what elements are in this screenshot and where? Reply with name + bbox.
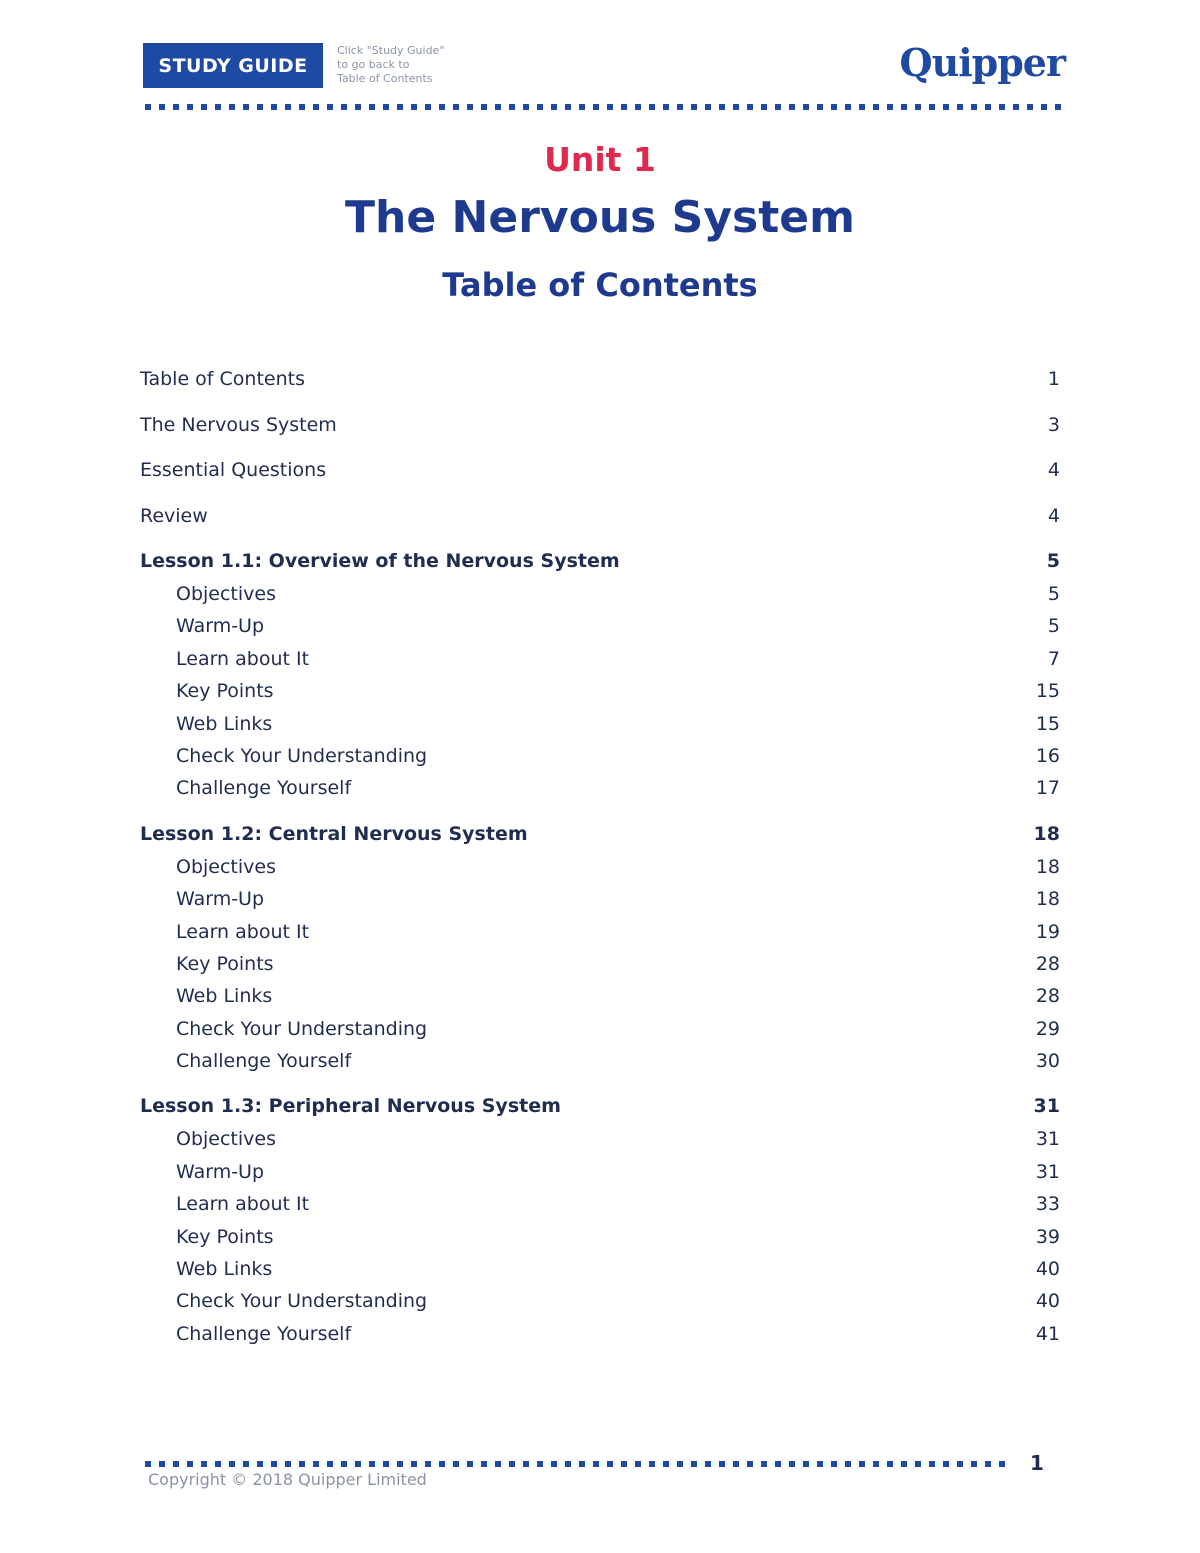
toc-entry-page: 28 [1035, 985, 1060, 1008]
toc-entry-page: 39 [1035, 1225, 1060, 1248]
toc-entry-label: Table of Contents [140, 368, 305, 390]
toc-entry[interactable] [140, 414, 1060, 460]
toc-entry-page: 15 [1035, 712, 1060, 735]
toc-subentry[interactable] [140, 745, 1060, 777]
toc-entry-label: Lesson 1.3: Peripheral Nervous System [140, 1095, 561, 1118]
toc-entry-label: Learn about It [176, 920, 310, 943]
toc-entry-label: Warm-Up [176, 615, 265, 638]
toc-entry-page: 19 [1035, 920, 1060, 943]
toc-entry-page: 5 [1046, 550, 1060, 572]
toc-entry-page: 15 [1035, 680, 1060, 703]
toc-entry-page: 30 [1035, 1050, 1060, 1073]
toc-subentry[interactable] [140, 777, 1060, 809]
toc-entry-label: Objectives [176, 583, 276, 605]
toc-entry-label: Objectives [176, 855, 276, 878]
toc-entry-page: 4 [1047, 504, 1060, 527]
toc-entry-label: Check Your Understanding [176, 1017, 428, 1040]
toc-entry-page: 1 [1047, 368, 1060, 390]
toc-entry-label: Key Points [176, 1225, 274, 1248]
toc-entry-page: 29 [1035, 1017, 1060, 1040]
toc-entry-page: 40 [1035, 1258, 1060, 1281]
hint-line: Table of Contents [337, 72, 433, 85]
toc-entry-page: 3 [1047, 413, 1060, 436]
toc-subentry[interactable] [140, 1226, 1060, 1258]
toc-entry-page: 31 [1035, 1160, 1060, 1183]
toc-subentry[interactable] [140, 713, 1060, 745]
toc-subentry[interactable] [140, 856, 1060, 888]
toc-lesson-entry[interactable] [140, 823, 1060, 856]
toc-entry-label: Review [140, 504, 208, 527]
toc-entry-page: 40 [1035, 1290, 1060, 1313]
toc-entry[interactable] [140, 505, 1060, 551]
toc-subentry[interactable] [140, 888, 1060, 920]
toc-entry-page: 33 [1035, 1193, 1060, 1216]
toc-heading: Table of Contents [442, 266, 758, 304]
toc-subentry[interactable] [140, 1323, 1060, 1355]
quipper-logo: Quipper [899, 40, 1065, 85]
toc-subentry[interactable] [140, 953, 1060, 985]
toc-entry-page: 18 [1035, 855, 1060, 878]
toc-entry-label: Web Links [176, 1258, 273, 1281]
toc-entry-label: Learn about It [176, 647, 310, 670]
toc-entry-label: Check Your Understanding [176, 744, 428, 767]
toc-entry-label: Challenge Yourself [176, 1050, 352, 1073]
toc-entry-label: Warm-Up [176, 888, 265, 911]
toc-subentry[interactable] [140, 1128, 1060, 1160]
unit-title: The Nervous System [345, 192, 855, 243]
toc-entry[interactable] [140, 368, 1060, 414]
toc-entry-label: Check Your Understanding [176, 1290, 428, 1313]
toc-subentry[interactable] [140, 985, 1060, 1017]
unit-label: Unit 1 [544, 140, 656, 179]
hint-line: Click "Study Guide" [337, 44, 445, 57]
toc-entry-page: 31 [1033, 1095, 1060, 1118]
toc-entry-page: 41 [1035, 1322, 1060, 1345]
toc-subentry[interactable] [140, 1161, 1060, 1193]
toc-subentry[interactable] [140, 615, 1060, 647]
toc-entry-label: Essential Questions [140, 459, 327, 481]
toc-entry-page: 18 [1033, 822, 1060, 845]
toc-subentry[interactable] [140, 921, 1060, 953]
toc-subentry[interactable] [140, 1018, 1060, 1050]
toc-entry-label: Learn about It [176, 1193, 310, 1216]
toc-subentry[interactable] [140, 1258, 1060, 1290]
toc-entry-label: Challenge Yourself [176, 1322, 352, 1345]
toc-entry-page: 5 [1047, 615, 1060, 638]
footer-dotted-divider [145, 1461, 1005, 1467]
toc-entry-label: Key Points [176, 952, 274, 975]
toc-entry-page: 5 [1047, 583, 1060, 605]
toc-entry-page: 31 [1035, 1128, 1060, 1151]
toc-entry-label: Key Points [176, 680, 274, 703]
toc-entry-page: 16 [1035, 744, 1060, 767]
toc-entry-label: The Nervous System [140, 413, 337, 436]
copyright-text: Copyright © 2018 Quipper Limited [148, 1470, 427, 1489]
table-of-contents [140, 368, 1060, 1368]
toc-entry-page: 18 [1035, 888, 1060, 911]
toc-subentry[interactable] [140, 1193, 1060, 1225]
hint-line: to go back to [337, 58, 410, 71]
toc-subentry[interactable] [140, 680, 1060, 712]
toc-entry-label: Warm-Up [176, 1160, 265, 1183]
toc-entry-page: 7 [1047, 647, 1060, 670]
study-guide-button[interactable]: STUDY GUIDE [143, 43, 323, 88]
toc-entry-page: 4 [1047, 459, 1060, 481]
toc-entry-page: 28 [1035, 952, 1060, 975]
toc-lesson-entry[interactable] [140, 550, 1060, 583]
toc-entry-label: Lesson 1.2: Central Nervous System [140, 822, 528, 845]
toc-entry-label: Web Links [176, 985, 273, 1008]
toc-entry-page: 17 [1035, 777, 1060, 800]
toc-subentry[interactable] [140, 648, 1060, 680]
page-number: 1 [1030, 1451, 1044, 1475]
study-guide-hint [337, 44, 497, 86]
toc-entry[interactable] [140, 459, 1060, 505]
toc-entry-label: Challenge Yourself [176, 777, 352, 800]
header-dotted-divider [145, 104, 1061, 110]
toc-entry-label: Web Links [176, 712, 273, 735]
toc-subentry[interactable] [140, 583, 1060, 615]
toc-entry-label: Objectives [176, 1128, 276, 1151]
toc-entry-label: Lesson 1.1: Overview of the Nervous System [140, 550, 620, 572]
toc-subentry[interactable] [140, 1290, 1060, 1322]
toc-subentry[interactable] [140, 1050, 1060, 1082]
toc-lesson-entry[interactable] [140, 1095, 1060, 1128]
